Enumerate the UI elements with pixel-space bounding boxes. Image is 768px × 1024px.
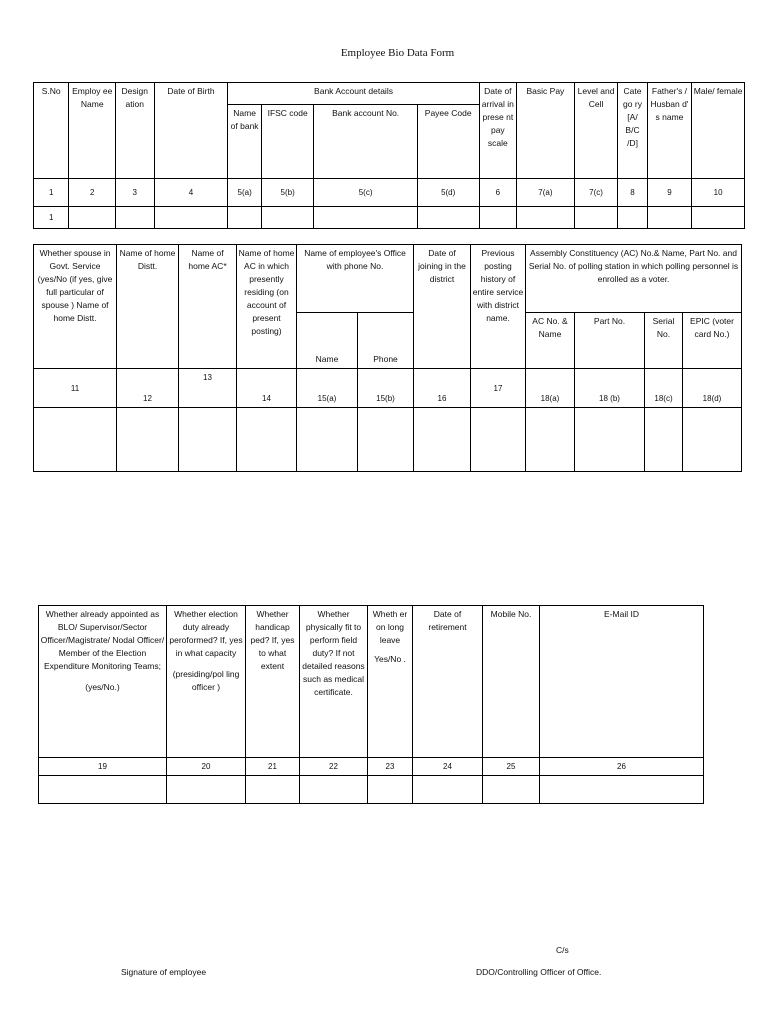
header-email-id: E-Mail ID xyxy=(540,606,704,758)
header-level-cell: Level and Cell xyxy=(574,83,618,179)
column-number-row xyxy=(34,179,745,207)
header-long-leave-text: Wheth er on long leave xyxy=(372,609,408,645)
header-mobile-no: Mobile No. xyxy=(483,606,540,758)
column-number: 7(a) xyxy=(517,179,575,207)
header-employee-name: Employ ee Name xyxy=(69,83,116,179)
header-assembly-constituency: Assembly Constituency (AC) No.& Name, Part No. and Serial No. of polling station in which polling personnel is enrolled as a voter. xyxy=(526,245,742,313)
table-cell[interactable] xyxy=(314,207,417,229)
column-number: 8 xyxy=(618,179,647,207)
header-epic: EPIC (voter card No.) xyxy=(683,313,742,369)
column-number: 6 xyxy=(479,179,516,207)
header-handicapped: Whether handicap ped? If, yes to what extent xyxy=(246,606,300,758)
employee-signature-label: Signature of employee xyxy=(121,967,207,977)
table-cell[interactable] xyxy=(526,408,575,472)
column-number: 4 xyxy=(154,179,228,207)
header-sno: S.No xyxy=(34,83,69,179)
column-number: 7(c) xyxy=(574,179,618,207)
header-ac-no-name: AC No. & Name xyxy=(526,313,575,369)
column-number: 15(a) xyxy=(297,369,358,408)
column-number: 5(b) xyxy=(261,179,314,207)
header-home-district: Name of home Distt. xyxy=(117,245,179,369)
header-part-no: Part No. xyxy=(575,313,645,369)
column-number: 12 xyxy=(117,369,179,408)
column-number: 5(a) xyxy=(228,179,261,207)
header-election-duty xyxy=(167,606,246,758)
column-number: 26 xyxy=(540,758,704,776)
table-row xyxy=(39,776,704,804)
column-number: 18(a) xyxy=(526,369,575,408)
column-number: 23 xyxy=(368,758,413,776)
header-office-phone: Phone xyxy=(358,313,414,369)
header-bank-account-details: Bank Account details xyxy=(228,83,479,105)
table-cell[interactable] xyxy=(692,207,745,229)
table-cell[interactable] xyxy=(683,408,742,472)
table-cell[interactable] xyxy=(117,408,179,472)
table-cell[interactable] xyxy=(414,408,471,472)
column-number: 21 xyxy=(246,758,300,776)
bank-details-table xyxy=(33,82,745,229)
column-number: 2 xyxy=(69,179,116,207)
column-number: 9 xyxy=(647,179,692,207)
header-basic-pay: Basic Pay xyxy=(517,83,575,179)
column-number: 22 xyxy=(300,758,368,776)
table-cell[interactable] xyxy=(297,408,358,472)
column-number: 14 xyxy=(237,369,297,408)
header-spouse-govt-service: Whether spouse in Govt. Service (yes/No (if yes, give full particular of spouse ) Name of home Distt. xyxy=(34,245,117,369)
table-cell[interactable] xyxy=(368,776,413,804)
column-number: 1 xyxy=(34,179,69,207)
header-previous-posting: Previous posting history of entire service with district name. xyxy=(471,245,526,369)
table-cell[interactable] xyxy=(417,207,479,229)
column-number: 19 xyxy=(39,758,167,776)
header-blo-text: Whether already appointed as BLO/ Supervisor/Sector Officer/Magistrate/ Nodal Officer/ Member of the Election Expenditure Monitoring Teams; xyxy=(40,609,165,671)
header-long-leave xyxy=(368,606,413,758)
header-category: Cate go ry [A/ B/C /D] xyxy=(618,83,647,179)
table-cell[interactable] xyxy=(483,776,540,804)
header-date-of-joining: Date of joining in the district xyxy=(414,245,471,369)
column-number: 24 xyxy=(413,758,483,776)
table-cell[interactable] xyxy=(154,207,228,229)
column-number: 20 xyxy=(167,758,246,776)
table-cell[interactable] xyxy=(261,207,314,229)
header-office-name: Name xyxy=(297,313,358,369)
column-number: 17 xyxy=(471,369,526,408)
table-cell[interactable] xyxy=(358,408,414,472)
column-number: 11 xyxy=(34,369,117,408)
header-date-of-arrival: Date of arrival in prese nt pay scale xyxy=(479,83,516,179)
table-cell[interactable] xyxy=(645,408,683,472)
table-row xyxy=(34,408,742,472)
header-date-of-retirement: Date of retirement xyxy=(413,606,483,758)
column-number: 13 xyxy=(179,369,237,408)
table-cell[interactable] xyxy=(39,776,167,804)
column-number: 16 xyxy=(414,369,471,408)
header-physically-fit: Whether physically fit to perform field duty? If not detailed reasons such as medical certificate. xyxy=(300,606,368,758)
column-number: 5(c) xyxy=(314,179,417,207)
header-already-appointed-blo xyxy=(39,606,167,758)
header-serial-no: Serial No. xyxy=(645,313,683,369)
header-payee-code: Payee Code xyxy=(417,105,479,179)
header-date-of-birth: Date of Birth xyxy=(154,83,228,179)
table-cell[interactable] xyxy=(647,207,692,229)
table-cell[interactable] xyxy=(618,207,647,229)
column-number: 3 xyxy=(116,179,154,207)
table-row xyxy=(34,207,745,229)
header-bank-name: Name of bank xyxy=(228,105,261,179)
ddo-signature-label: DDO/Controlling Officer of Office. xyxy=(476,967,602,977)
column-number: 25 xyxy=(483,758,540,776)
table-cell[interactable] xyxy=(179,408,237,472)
table-cell[interactable] xyxy=(69,207,116,229)
table-cell[interactable] xyxy=(517,207,575,229)
table-cell[interactable] xyxy=(479,207,516,229)
column-number-row xyxy=(34,369,742,408)
header-gender: Male/ female xyxy=(692,83,745,179)
column-number: 5(d) xyxy=(417,179,479,207)
header-election-duty-capacity: (presiding/pol ling officer ) xyxy=(172,669,240,692)
header-father-husband-name: Father's / Husban d' s name xyxy=(647,83,692,179)
table-cell[interactable] xyxy=(575,408,645,472)
table-cell[interactable] xyxy=(413,776,483,804)
posting-details-table xyxy=(33,244,742,472)
header-home-ac: Name of home AC* xyxy=(179,245,237,369)
table-cell[interactable] xyxy=(300,776,368,804)
table-cell[interactable] xyxy=(237,408,297,472)
header-office-with-phone: Name of employee's Office with phone No. xyxy=(297,245,414,313)
table-cell[interactable]: 1 xyxy=(34,207,69,229)
countersign-label: C/s xyxy=(556,945,569,955)
column-number: 18(c) xyxy=(645,369,683,408)
column-number: 10 xyxy=(692,179,745,207)
column-number-row xyxy=(39,758,704,776)
table-cell[interactable] xyxy=(34,408,117,472)
table-cell[interactable] xyxy=(246,776,300,804)
header-residing-ac: Name of home AC in which presently residing (on account of present posting) xyxy=(237,245,297,369)
election-duty-table xyxy=(38,605,704,804)
table-cell[interactable] xyxy=(574,207,618,229)
table-cell[interactable] xyxy=(471,408,526,472)
column-number: 15(b) xyxy=(358,369,414,408)
column-number: 18 (b) xyxy=(575,369,645,408)
header-blo-yes-no: (yes/No.) xyxy=(85,682,120,692)
table-cell[interactable] xyxy=(540,776,704,804)
column-number: 18(d) xyxy=(683,369,742,408)
form-title: Employee Bio Data Form xyxy=(340,47,455,59)
header-designation: Design ation xyxy=(116,83,154,179)
header-bank-account-no: Bank account No. xyxy=(314,105,417,179)
table-cell[interactable] xyxy=(116,207,154,229)
table-cell[interactable] xyxy=(228,207,261,229)
header-election-duty-text: Whether election duty already peroformed? If, yes in what capacity xyxy=(169,609,243,658)
header-ifsc-code: IFSC code xyxy=(261,105,314,179)
header-long-leave-yes-no: Yes/No . xyxy=(374,654,406,664)
table-cell[interactable] xyxy=(167,776,246,804)
